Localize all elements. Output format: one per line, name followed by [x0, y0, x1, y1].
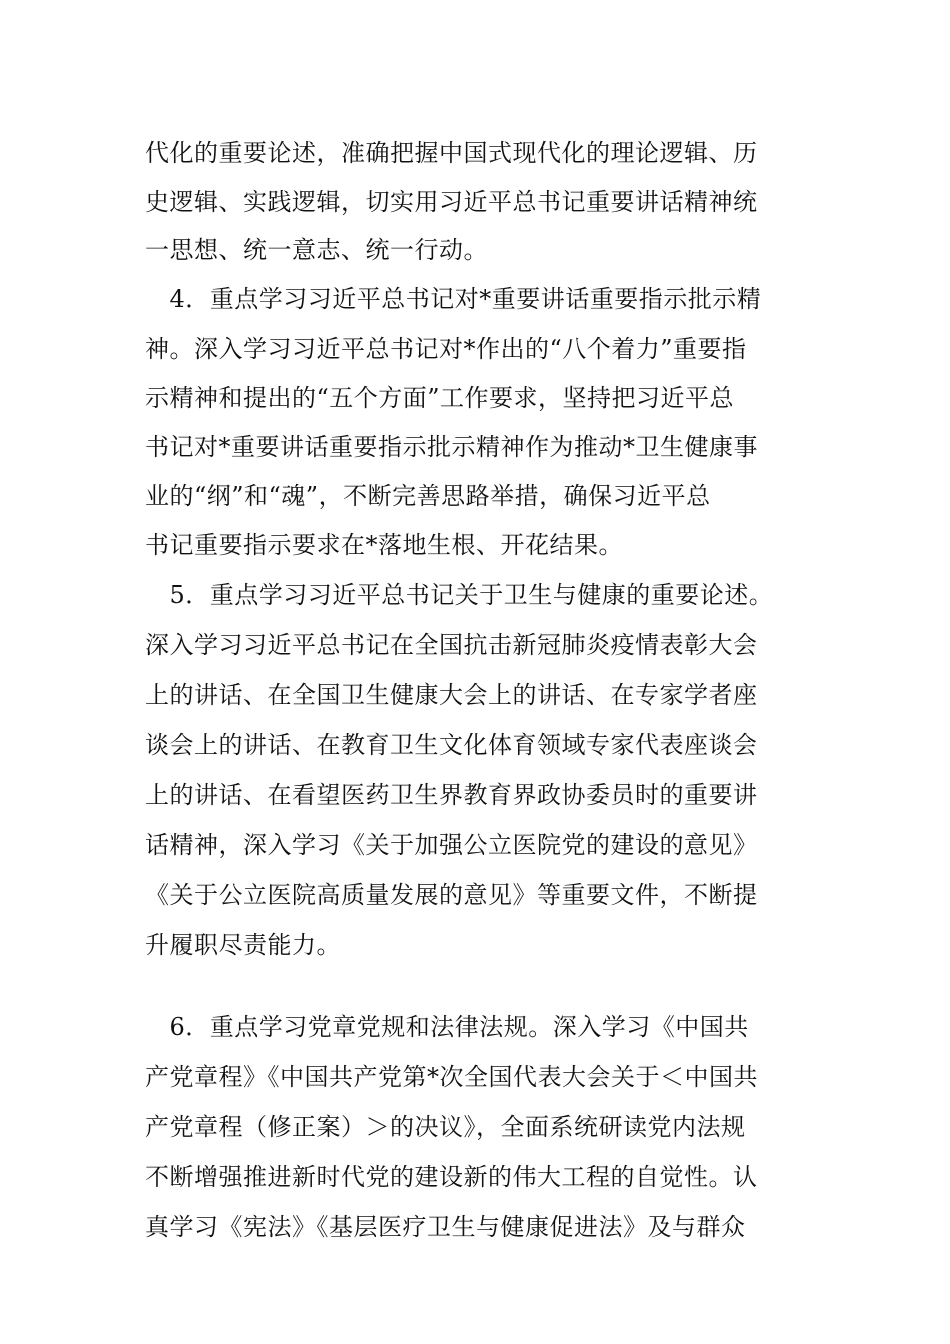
text-line: 《关于公立医院高质量发展的意见》等重要文件，不断提	[145, 881, 758, 909]
text-line: 一思想、统一意志、统一行动。	[145, 236, 488, 264]
text-line: 代化的重要论述，准确把握中国式现代化的理论逻辑、历	[145, 139, 758, 167]
text-line: 谈会上的讲话、在教育卫生文化体育领域专家代表座谈会	[145, 731, 758, 759]
text-line: 上的讲话、在全国卫生健康大会上的讲话、在专家学者座	[145, 681, 758, 709]
text-line: 示精神和提出的“五个方面”工作要求，坚持把习近平总	[145, 384, 735, 412]
text-line: 产党章程》《中国共产党第*次全国代表大会关于＜中国共	[145, 1063, 758, 1091]
text-line: 业的“纲”和“魂”，不断完善思路举措，确保习近平总	[145, 482, 711, 510]
text-line: 书记重要指示要求在*落地生根、开花结果。	[145, 531, 623, 559]
text-line: 话精神，深入学习《关于加强公立医院党的建设的意见》	[145, 831, 758, 859]
text-line: 史逻辑、实践逻辑，切实用习近平总书记重要讲话精神统	[145, 188, 758, 216]
text-line: 深入学习习近平总书记在全国抗击新冠肺炎疫情表彰大会	[145, 631, 758, 659]
text-line: 6．重点学习党章党规和法律法规。深入学习《中国共	[145, 1013, 749, 1041]
text-line: 书记对*重要讲话重要指示批示精神作为推动*卫生健康事	[145, 433, 758, 461]
text-line: 产党章程（修正案）＞的决议》，全面系统研读党内法规	[145, 1113, 746, 1141]
text-line: 神。深入学习习近平总书记对*作出的“八个着力”重要指	[145, 335, 747, 363]
text-line: 升履职尽责能力。	[145, 931, 341, 959]
text-line: 4．重点学习习近平总书记对*重要讲话重要指示批示精	[145, 285, 762, 313]
text-line: 5．重点学习习近平总书记关于卫生与健康的重要论述。	[145, 581, 774, 609]
text-line: 不断增强推进新时代党的建设新的伟大工程的自觉性。认	[145, 1163, 758, 1191]
text-line: 真学习《宪法》《基层医疗卫生与健康促进法》及与群众	[145, 1213, 746, 1241]
text-line: 上的讲话、在看望医药卫生界教育界政协委员时的重要讲	[145, 781, 758, 809]
